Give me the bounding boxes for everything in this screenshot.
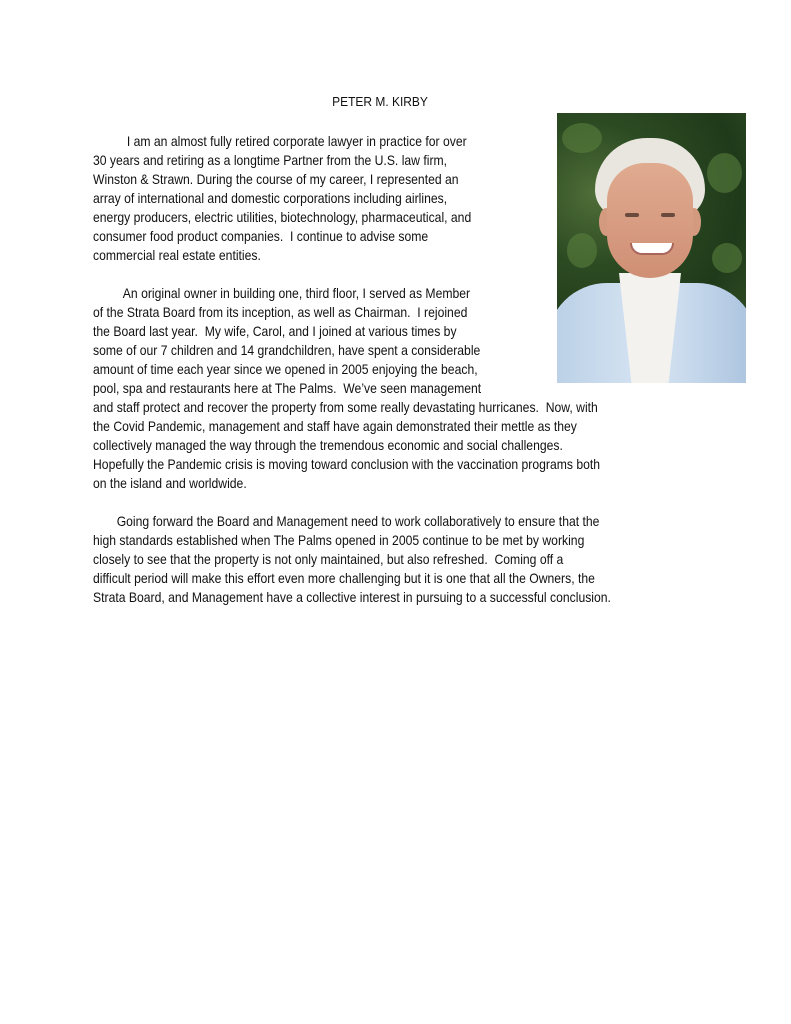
text-line: energy producers, electric utilities, biotechnology, pharmaceutical, and: [93, 209, 472, 225]
paragraph-3: [93, 512, 688, 607]
text-line: An original owner in building one, third floor, I served as Member: [93, 285, 471, 301]
text-line: some of our 7 children and 14 grandchildren, have spent a considerable: [93, 342, 481, 358]
text-line: and staff protect and recover the property from some really devastating hurricanes. Now, with: [93, 399, 598, 415]
text-line: commercial real estate entities.: [93, 247, 261, 263]
document-title: [0, 94, 791, 109]
text-line: collectively managed the way through the tremendous economic and social challenges.: [93, 437, 563, 453]
text-line: the Board last year. My wife, Carol, and I joined at various times by: [93, 323, 457, 339]
portrait-photo: [557, 113, 746, 383]
text-line: consumer food product companies. I continue to advise some: [93, 228, 429, 244]
text-line: amount of time each year since we opened in 2005 enjoying the beach,: [93, 361, 478, 377]
paragraph-1: [93, 132, 528, 265]
text-line: Strata Board, and Management have a collective interest in pursuing to a successful conclusion.: [93, 589, 611, 605]
text-line: closely to see that the property is not only maintained, but also refreshed. Coming off a: [93, 551, 564, 567]
text-line: difficult period will make this effort even more challenging but it is one that all the Owners, the: [93, 570, 595, 586]
text-line: of the Strata Board from its inception, as well as Chairman. I rejoined: [93, 304, 468, 320]
text-line: on the island and worldwide.: [93, 475, 247, 491]
text-line: 30 years and retiring as a longtime Partner from the U.S. law firm,: [93, 152, 448, 168]
text-line: pool, spa and restaurants here at The Palms. We’ve seen management: [93, 380, 482, 396]
text-line: I am an almost fully retired corporate lawyer in practice for over: [93, 133, 467, 149]
title-text: PETER M. KIRBY: [332, 94, 429, 109]
text-line: Hopefully the Pandemic crisis is moving toward conclusion with the vaccination programs both: [93, 456, 601, 472]
text-line: high standards established when The Palms opened in 2005 continue to be met by working: [93, 532, 585, 548]
text-line: the Covid Pandemic, management and staff have again demonstrated their mettle as they: [93, 418, 577, 434]
text-line: Winston & Strawn. During the course of my career, I represented an: [93, 171, 459, 187]
text-line: Going forward the Board and Management need to work collaboratively to ensure that the: [93, 513, 600, 529]
text-line: array of international and domestic corporations including airlines,: [93, 190, 448, 206]
